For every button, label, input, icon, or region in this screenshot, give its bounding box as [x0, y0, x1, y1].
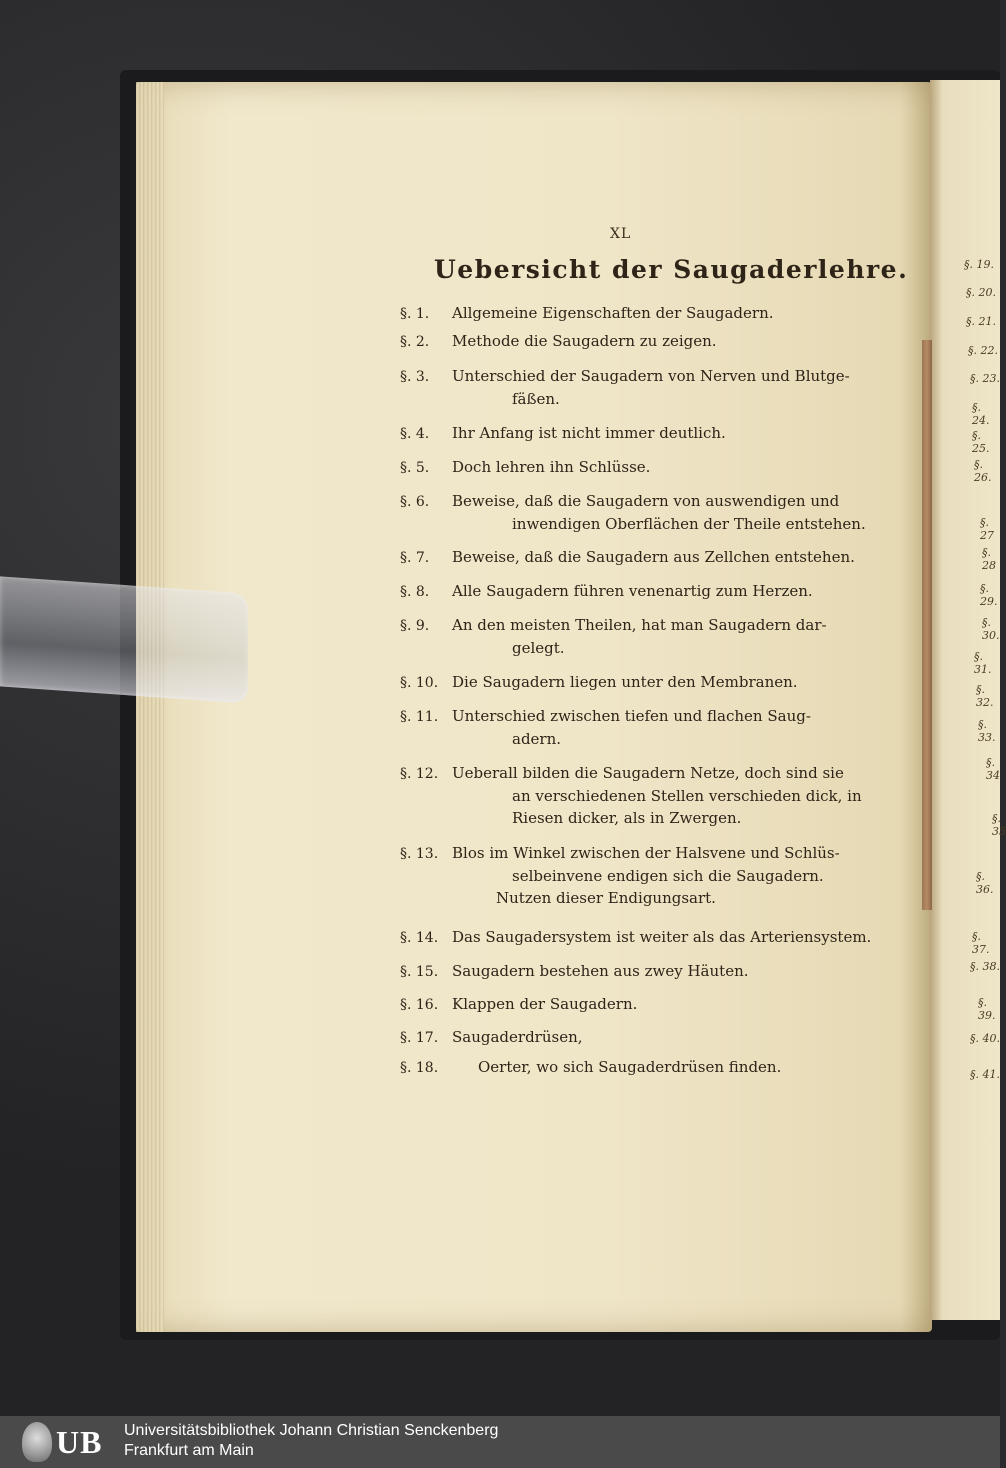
page-edge [136, 82, 164, 1332]
toc-entry [400, 671, 860, 694]
entry-text-continued: an verschiedenen Stellen verschieden dick, in [512, 787, 862, 805]
section-number: §. 13. [400, 846, 439, 862]
section-number: §. 18. [400, 1060, 439, 1076]
margin-section-number: §. 37. [972, 930, 990, 956]
entry-text-continued: gelegt. [512, 639, 565, 657]
spine-shadow [922, 340, 932, 910]
entry-note: Nutzen dieser Endigungsart. [496, 889, 716, 907]
entry-text: Doch lehren ihn Schlüsse. [452, 458, 651, 476]
section-number: §. 11. [400, 709, 439, 725]
margin-section-number: §. 29. [980, 582, 998, 608]
section-number: §. 2. [400, 334, 430, 350]
margin-section-number: §. 21. [966, 315, 996, 328]
entry-text: Klappen der Saugadern. [452, 995, 638, 1013]
margin-section-number: §. 27 [980, 516, 994, 542]
toc-entry [400, 1026, 860, 1049]
entry-text: Saugadern bestehen aus zwey Häuten. [452, 962, 749, 980]
section-number: §. 12. [400, 766, 439, 782]
margin-section-number: §. 23. [970, 372, 1000, 385]
entry-text-continued: fäßen. [512, 390, 560, 408]
logo-text: UB [56, 1424, 103, 1460]
entry-text: Ueberall bilden die Saugadern Netze, doch sind sie [452, 764, 844, 782]
toc-entry [400, 762, 860, 829]
entry-text-continued: Riesen dicker, als in Zwergen. [512, 809, 742, 827]
margin-section-number: §. 34 [986, 756, 1000, 782]
margin-section-number: §. 20. [966, 286, 996, 299]
section-number: §. 4. [400, 426, 430, 442]
entry-text: Allgemeine Eigenschaften der Saugadern. [452, 304, 774, 322]
entry-text: An den meisten Theilen, hat man Saugadern dar- [452, 616, 827, 634]
glass-page-weight [0, 576, 248, 703]
margin-section-number: §. 25. [972, 429, 990, 455]
portrait-icon [22, 1422, 52, 1462]
section-number: §. 14. [400, 930, 439, 946]
margin-section-number: §. 22. [968, 344, 998, 357]
margin-section-number: §. 39. [978, 996, 996, 1022]
toc-entry [400, 546, 860, 569]
margin-section-number: §. 30. [982, 616, 1000, 642]
margin-section-number: §. 28 [982, 546, 996, 572]
margin-section-number: §. 41. [970, 1068, 1000, 1081]
toc-entry [400, 842, 860, 909]
entry-text-continued: selbeinvene endigen sich die Saugadern. [512, 867, 824, 885]
section-number: §. 16. [400, 997, 439, 1013]
margin-section-number: §. 33. [978, 718, 996, 744]
toc-entry [400, 1056, 860, 1079]
page-number: XL [610, 226, 632, 242]
entry-text: Alle Saugadern führen venenartig zum Herzen. [452, 582, 813, 600]
margin-section-number: §. 32. [976, 683, 994, 709]
library-logo [22, 1422, 118, 1462]
entry-text: Unterschied zwischen tiefen und flachen Saug- [452, 707, 811, 725]
entry-text-continued: inwendigen Oberflächen der Theile entstehen. [512, 515, 866, 533]
section-number: §. 15. [400, 964, 439, 980]
margin-section-number: §. 35 [992, 812, 1006, 838]
section-number: §. 6. [400, 494, 430, 510]
toc-entry [400, 365, 860, 410]
page-title: Uebersicht der Saugaderlehre. [434, 255, 909, 284]
toc-entry [400, 993, 860, 1016]
margin-section-number: §. 24. [972, 401, 990, 427]
section-number: §. 7. [400, 550, 430, 566]
entry-text-continued: adern. [512, 730, 562, 748]
toc-entry [400, 490, 866, 535]
library-location: Frankfurt am Main [124, 1442, 254, 1459]
toc-entry [400, 302, 860, 325]
margin-section-number: §. 40. [970, 1032, 1000, 1045]
toc-entry [400, 456, 860, 479]
margin-section-number: §. 36. [976, 870, 994, 896]
section-number: §. 8. [400, 584, 430, 600]
section-number: §. 10. [400, 675, 439, 691]
toc-entry [400, 960, 860, 983]
toc-entry [400, 422, 860, 445]
margin-section-number: §. 38. [970, 960, 1000, 973]
toc-entry [400, 580, 860, 603]
entry-text: Das Saugadersystem ist weiter als das Arteriensystem. [452, 928, 872, 946]
section-number: §. 5. [400, 460, 430, 476]
margin-section-number: §. 19. [964, 258, 994, 271]
section-number: §. 9. [400, 618, 430, 634]
entry-text: Oerter, wo sich Saugaderdrüsen finden. [478, 1058, 782, 1076]
entry-text: Ihr Anfang ist nicht immer deutlich. [452, 424, 726, 442]
toc-entry [400, 614, 860, 659]
entry-text: Beweise, daß die Saugadern aus Zellchen entstehen. [452, 548, 855, 566]
entry-text: Unterschied der Saugadern von Nerven und Blutge- [452, 367, 850, 385]
section-number: §. 3. [400, 369, 430, 385]
margin-section-number: §. 26. [974, 458, 992, 484]
toc-entry [400, 926, 872, 949]
entry-text: Blos im Winkel zwischen der Halsvene und Schlüs- [452, 844, 840, 862]
toc-entry [400, 330, 860, 353]
library-name: Universitätsbibliothek Johann Christian Senckenberg [124, 1422, 499, 1439]
toc-entry [400, 705, 860, 750]
entry-text: Beweise, daß die Saugadern von auswendigen und [452, 492, 840, 510]
library-footer [0, 1416, 1000, 1468]
entry-text: Saugaderdrüsen, [452, 1028, 583, 1046]
margin-section-number: §. 31. [974, 650, 992, 676]
entry-text: Methode die Saugadern zu zeigen. [452, 332, 717, 350]
entry-text: Die Saugadern liegen unter den Membranen. [452, 673, 798, 691]
section-number: §. 1. [400, 306, 430, 322]
section-number: §. 17. [400, 1030, 439, 1046]
